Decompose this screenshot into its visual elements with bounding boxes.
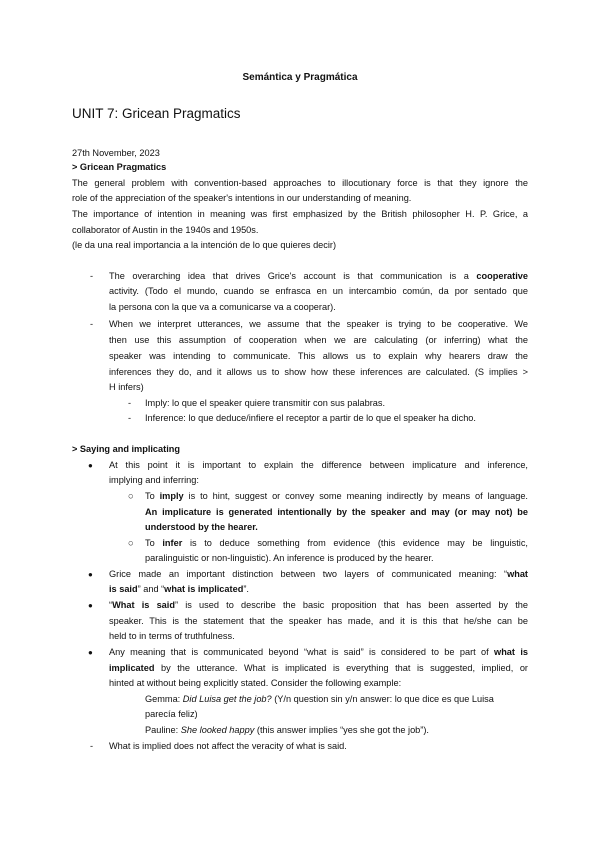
dash-bullet: - xyxy=(128,413,132,423)
list-item-line: speaker was intending to communicate. This allows us to explain why hearers draw the xyxy=(109,351,528,361)
paragraph-line: collaborator of Austin in the 1940s and 1950s. xyxy=(72,225,259,235)
list-item-line: is said” and “what is implicated”. xyxy=(109,584,249,594)
paragraph-line: The importance of intention in meaning was first emphasized by the British philosopher H. P. Grice, a xyxy=(72,209,528,219)
date: 27th November, 2023 xyxy=(72,148,160,158)
list-item-line: “What is said” is used to describe the basic proposition that has been asserted by the xyxy=(109,600,528,610)
list-item-line: implying and inferring: xyxy=(109,475,199,485)
circle-bullet: ○ xyxy=(128,538,134,548)
document-title: Semántica y Pragmática xyxy=(242,72,358,83)
example-line-gemma: Gemma: Did Luisa get the job? (Y/n question sin y/n answer: lo que dice es que Luisa xyxy=(145,694,494,704)
sub-list-item: Imply: lo que el speaker quiere transmitir con sus palabras. xyxy=(145,398,386,408)
list-item-line: Grice made an important distinction between two layers of communicated meaning: “what xyxy=(109,569,528,579)
list-item-line: then use this assumption of cooperation when we are calculating (or inferring) what the xyxy=(109,335,528,345)
sub-list-item-line: An implicature is generated intentionally by the speaker and may (or may not) be xyxy=(145,507,528,517)
dash-bullet: - xyxy=(90,271,94,281)
list-item-line: The overarching idea that drives Grice's account is that communication is a cooperative xyxy=(109,271,528,281)
list-item-line: hinted at without being explicitly stated. Consider the following example: xyxy=(109,678,402,688)
dot-bullet: ● xyxy=(88,601,93,610)
sub-list-item-line: understood by the hearer. xyxy=(145,522,258,532)
sub-list-item-line: paralinguistic or non-linguistic). An inference is produced by the hearer. xyxy=(145,553,434,563)
list-item-line: What is implied does not affect the veracity of what is said. xyxy=(109,741,347,751)
circle-bullet: ○ xyxy=(128,491,134,501)
list-item-line: held to in terms of truthfulness. xyxy=(109,631,235,641)
list-item-line: speaker. This is the statement that the speaker has made, and it is this that he/she can be xyxy=(109,616,528,626)
list-item-line: H infers) xyxy=(109,382,144,392)
dot-bullet: ● xyxy=(88,648,93,657)
paragraph-line: The general problem with convention-based approaches to illocutionary force is that they ignore the xyxy=(72,178,528,188)
list-item-line: Any meaning that is communicated beyond “what is said” is considered to be part of what is xyxy=(109,647,528,657)
list-item-line: At this point it is important to explain the difference between implicature and inference, xyxy=(109,460,528,470)
sub-list-item-line: To imply is to hint, suggest or convey some meaning indirectly by means of language. xyxy=(145,491,528,501)
dash-bullet: - xyxy=(90,319,94,329)
example-line-pauline: Pauline: She looked happy (this answer implies “yes she got the job”). xyxy=(145,725,429,735)
dot-bullet: ● xyxy=(88,461,93,470)
paragraph-line: role of the appreciation of the speaker's intentions in our understanding of meaning. xyxy=(72,193,412,203)
list-item-line: inferences they do, and it allows us to show how these inferences are calculated. (S implies > xyxy=(109,367,528,377)
dash-bullet: - xyxy=(90,741,94,751)
dash-bullet: - xyxy=(128,398,132,408)
list-item-line: When we interpret utterances, we assume that the speaker is trying to be cooperative. We xyxy=(109,319,528,329)
section-heading-saying: > Saying and implicating xyxy=(72,444,180,454)
list-item-line: implicated by the utterance. What is implicated is everything that is suggested, implied, or xyxy=(109,663,528,673)
sub-list-item: Inference: lo que deduce/infiere el receptor a partir de lo que el speaker ha dicho. xyxy=(145,413,476,423)
list-item-line: la persona con la que va a comunicarse va a cooperar). xyxy=(109,302,336,312)
dot-bullet: ● xyxy=(88,570,93,579)
paragraph-line: (le da una real importancia a la intención de lo que quieres decir) xyxy=(72,240,337,250)
sub-list-item-line: To infer is to deduce something from evidence (this evidence may be linguistic, xyxy=(145,538,528,548)
example-line: parecía feliz) xyxy=(145,709,198,719)
unit-title: UNIT 7: Gricean Pragmatics xyxy=(72,106,241,121)
list-item-line: activity. (Todo el mundo, cuando se enfrasca en un intercambio común, da por sentado que xyxy=(109,286,528,296)
section-heading-gricean: > Gricean Pragmatics xyxy=(72,162,167,172)
